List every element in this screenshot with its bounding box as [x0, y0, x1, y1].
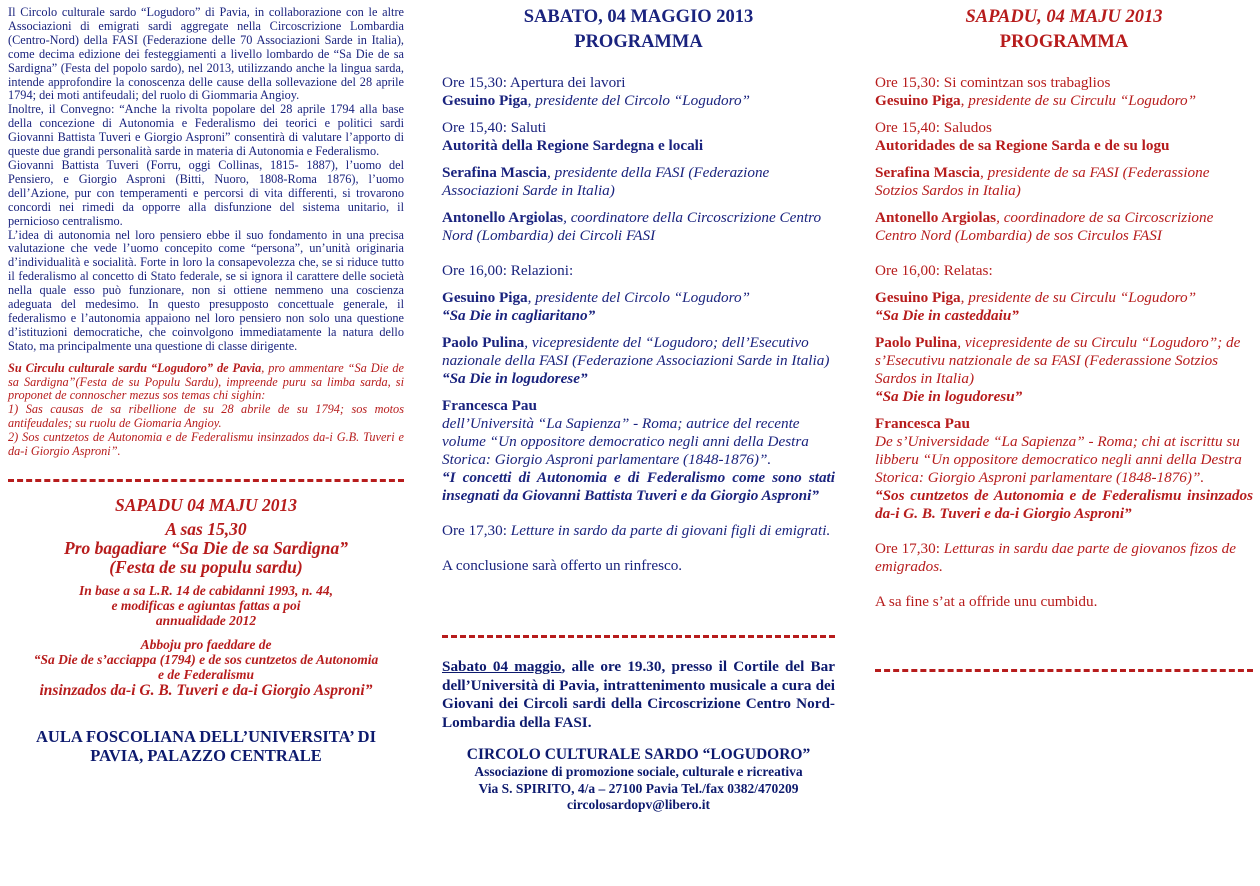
aula-line-2: PAVIA, PALAZZO CENTRALE [90, 746, 322, 765]
sardu-point-1: 1) Sas causas de sa ribellione de su 28 abrile de su 1794; sos motos antifeudales; su ruolu de Giomaria Angioy. [8, 402, 404, 431]
middle-programma-heading: PROGRAMMA [574, 32, 703, 52]
sapadu-event-sub: (Festa de su populu sardu) [109, 557, 303, 577]
middle-column [442, 0, 835, 886]
mid-pau-name: Francesca Pau [442, 397, 537, 414]
abboju-line-4: insinzados da-i G. B. Tuveri e da-i Giorgio Asproni” [39, 682, 373, 699]
middle-program [442, 74, 835, 575]
sardu-intro-paragraph [8, 362, 404, 404]
mid-mascia-role: , presidente della FASI (Federazione Associazioni Sarde in Italia) [442, 164, 770, 199]
right-pau-talk: “Sos cuntzetos de Autonomia e de Federalismu insinzados da-i G. B. Tuveri e da-i Giorgio Asproni” [875, 487, 1253, 522]
mid-pau-role: dell’Università “La Sapienza” - Roma; autrice del recente volume “Un oppositore democratico negli anni della Destra Storica: Giorgio Asproni parlamentare (1848-1876)”. [442, 415, 809, 468]
abboju-block [8, 637, 404, 699]
right-pau-role: De s’Universidade “La Sapienza” - Roma; chi at iscrittu su libberu “Un oppositore democratico negli anni della Destra Storica: Giorgio Asproni parlamentare (1848-1876)”. [875, 433, 1242, 486]
mid-piga-2-name: Gesuino Piga [442, 289, 528, 306]
law-line-3: annualidade 2012 [155, 613, 257, 628]
mid-pulina-name: Paolo Pulina [442, 334, 525, 351]
mid-1730-label: Ore 17,30: [442, 522, 511, 539]
right-mascia-role: , presidente de sa FASI (Federassione Sotzios Sardos in Italia) [875, 164, 1210, 199]
abboju-line-3: e de Federalismu [158, 667, 254, 682]
right-pulina-talk: “Sa Die in logudoresu” [875, 388, 1023, 405]
mid-piga-1-role: , presidente del Circolo “Logudoro” [527, 92, 750, 109]
right-pulina-role: , vicepresidente de su Circulu “Logudoro”; de s’Esecutivu natzionale de sa FASI (Federassione Sotzios Sardos in Italia) [875, 334, 1241, 387]
right-divider [875, 669, 1253, 672]
sapadu-block [8, 495, 404, 699]
mid-1530: Ore 15,30: Apertura dei lavori [442, 74, 626, 91]
mid-piga-2-talk: “Sa Die in cagliaritano” [442, 307, 596, 324]
right-piga-1-name: Gesuino Piga [875, 92, 961, 109]
sardu-intro [8, 362, 404, 459]
right-column [875, 0, 1253, 886]
right-piga-2-name: Gesuino Piga [875, 289, 961, 306]
law-line-2: e modificas e agiuntas fattas a poi [111, 598, 301, 613]
right-pulina-name: Paolo Pulina [875, 334, 958, 351]
right-argiolas-role: , coordinadore de sa Circoscrizione Centro Nord (Lombardia) de sos Circulos FASI [875, 209, 1214, 244]
mid-pulina [442, 334, 835, 370]
abboju-line-1: Abboju pro faeddare de [140, 637, 272, 652]
right-1530: Ore 15,30: Si comintzan sos trabaglios [875, 74, 1111, 91]
footer-org: CIRCOLO CULTURALE SARDO “LOGUDORO” [466, 746, 811, 763]
mid-1600: Ore 16,00: Relazioni: [442, 262, 574, 279]
right-conclusione: A sa fine s’at a offride unu cumbidu. [875, 593, 1098, 610]
middle-date-heading: SABATO, 04 MAGGIO 2013 [523, 7, 754, 27]
sardu-point-2: 2) Sos cuntzetos de Autonomia e de Federalismu insinzados da-i G.B. Tuveri e da-i Giorgio Asproni”. [8, 430, 404, 459]
mid-piga-1 [442, 92, 835, 110]
law-block [8, 583, 404, 628]
mid-piga-2-role: , presidente del Circolo “Logudoro” [527, 289, 750, 306]
right-program [875, 74, 1253, 611]
mid-1540: Ore 15,40: Saluti [442, 119, 547, 136]
sapadu-time: A sas 15,30 [165, 519, 247, 539]
law-line-1: In base a sa L.R. 14 de cabidanni 1993, n. 44, [79, 583, 333, 598]
intro-paragraph-4: L’idea di autonomia nel loro pensiero ebbe il suo fondamento in una precisa valutazione che vede l’uomo concepito come “persona”, un’unità originaria d’individualità e socialità. Forte in loro la consapevolezza che, se si riduce tutto il federalismo al concetto di Stato federale, se si ignora il carattere delle società nella quale esso può funzionare, non si ottiene nemmeno una coscienza adeguata del medesimo. In questo presupposto concettuale generale, il federalismo e l’autonomia appaiono nel loro pensiero non solo una questione d’istituzioni democratiche, che coinvolgono immediatamente la natura dello Stato, ma principalmente una questione di classe dirigente. [8, 227, 404, 353]
intro-paragraph-3: Giovanni Battista Tuveri (Forru, oggi Collinas, 1815- 1887), l’uomo del Pensiero, e Giorgio Asproni (Bitti, Nuoro, 1808-Roma 1876), l’uomo dell’Azione, pur con temperamenti e percorsi di vita differenti, si trovarono concordi nei rimedi da opporre alla disfunzione del sistema unitario, il pernicioso centralismo. [8, 157, 404, 228]
right-autorita: Autoridades de sa Regione Sarda e de su logu [875, 137, 1170, 154]
mid-mascia-name: Serafina Mascia [442, 164, 548, 181]
mid-argiolas-role: , coordinatore della Circoscrizione Centro Nord (Lombardia) dei Circoli FASI [442, 209, 822, 244]
sardu-intro-text: , pro ammentare “Sa Die de sa Sardigna”(Festa de su Populu Sardu), impreende puru sa limba sarda, si proponet de connoscher mezus sos temas chi sighin: [8, 360, 405, 403]
mid-conclusione: A conclusione sarà offerto un rinfresco. [442, 557, 683, 574]
right-programma-heading: PROGRAMMA [999, 32, 1129, 52]
right-piga-1 [875, 92, 1253, 110]
right-piga-2 [875, 289, 1253, 307]
right-argiolas-name: Antonello Argiolas [875, 209, 997, 226]
italian-intro [8, 6, 404, 354]
right-1730-label: Ore 17,30: [875, 540, 944, 557]
sardu-intro-org: Su Circulu culturale sardu “Logudoro” de Pavia [8, 360, 262, 375]
mid-mascia [442, 164, 835, 200]
footer-assoc: Associazione di promozione sociale, culturale e ricreativa [474, 764, 803, 779]
right-piga-2-role: , presidente de su Circulu “Logudoro” [960, 289, 1197, 306]
right-1600: Ore 16,00: Relatas: [875, 262, 993, 279]
sabato-date: Sabato 04 maggio [442, 658, 562, 675]
right-pau-name: Francesca Pau [875, 415, 970, 432]
aula-line-1: AULA FOSCOLIANA DELL’UNIVERSITA’ DI [36, 727, 376, 746]
sabato-evening [442, 658, 835, 732]
footer-addr: Via S. SPIRITO, 4/a – 27100 Pavia Tel./fax 0382/470209 [478, 780, 799, 796]
right-1730-text: Letturas in sardu dae parte de giovanos fizos de emigrados. [875, 540, 1236, 575]
aula-location [8, 727, 404, 765]
mid-1730-text: Letture in sardo da parte di giovani figli di emigrati. [510, 522, 831, 539]
right-mascia-name: Serafina Mascia [875, 164, 981, 181]
right-piga-2-talk: “Sa Die in casteddaiu” [875, 307, 1019, 324]
left-column [8, 0, 404, 886]
intro-paragraph-1: Il Circolo culturale sardo “Logudoro” di Pavia, in collaborazione con le altre Associazioni di emigrati sardi aggregate nella Circoscrizione Lombardia (Centro-Nord) della FASI (Federazione delle 70 Associazioni Sarde in Italia), come decima edizione dei festeggiamenti a livello lombardo de “Sa Die de sa Sardigna” (Festa del popolo sardo), nel 2013, utilizzando anche la lingua sarda, intende approfondire la conoscenza delle cause della sollevazione del 28 aprile 1794; dei moti antifeudali; del ruolo di Giommaria Angioy. [8, 5, 404, 103]
sabato-text: , alle ore 19.30, presso il Cortile del Bar dell’Università di Pavia, intrattenimento musicale a cura dei Giovani dei Circoli sardi della Circoscrizione Centro Nord-Lombardia della FASI. [442, 658, 835, 731]
right-date-heading: SAPADU, 04 MAJU 2013 [965, 7, 1163, 27]
middle-divider [442, 635, 835, 638]
right-1730 [875, 540, 1253, 576]
mid-pulina-talk: “Sa Die in logudorese” [442, 370, 588, 387]
intro-paragraph-2: Inoltre, il Convegno: “Anche la rivolta popolare del 28 aprile 1794 alla base della concezione di Autonomia e Federalismo dei teorici e politici sardi Giovanni Battista Tuveri e Giorgio Asproni” consentirà di valutare l’apporto di queste due grandi personalità sarde in materia di Autonomia e Federalismo. [8, 102, 404, 159]
mid-piga-1-name: Gesuino Piga [442, 92, 528, 109]
right-argiolas [875, 209, 1253, 245]
left-divider [8, 479, 404, 482]
sapadu-title: SAPADU 04 MAJU 2013 [115, 495, 297, 515]
mid-argiolas-name: Antonello Argiolas [442, 209, 564, 226]
abboju-line-2: “Sa Die de s’acciappa (1794) e de sos cuntzetos de Autonomia [33, 652, 379, 667]
mid-pulina-role: , vicepresidente del “Logudoro; dell’Esecutivo nazionale della FASI (Federazione Associazioni Sarde in Italia) [442, 334, 830, 369]
organizer-footer [442, 746, 835, 814]
right-mascia [875, 164, 1253, 200]
mid-pau-talk: “I concetti di Autonomia e di Federalismo come sono stati insegnati da Giovanni Battista Tuveri e da Giorgio Asproni” [442, 469, 835, 504]
right-1540: Ore 15,40: Saludos [875, 119, 992, 136]
right-piga-1-role: , presidente de su Circulu “Logudoro” [960, 92, 1197, 109]
mid-piga-2 [442, 289, 835, 307]
right-pulina [875, 334, 1253, 388]
mid-1730 [442, 522, 835, 540]
mid-autorita: Autorità della Regione Sardegna e locali [442, 137, 704, 154]
sapadu-event: Pro bagadiare “Sa Die de sa Sardigna” [64, 538, 348, 558]
footer-email: circolosardopv@libero.it [567, 797, 710, 812]
mid-argiolas [442, 209, 835, 245]
